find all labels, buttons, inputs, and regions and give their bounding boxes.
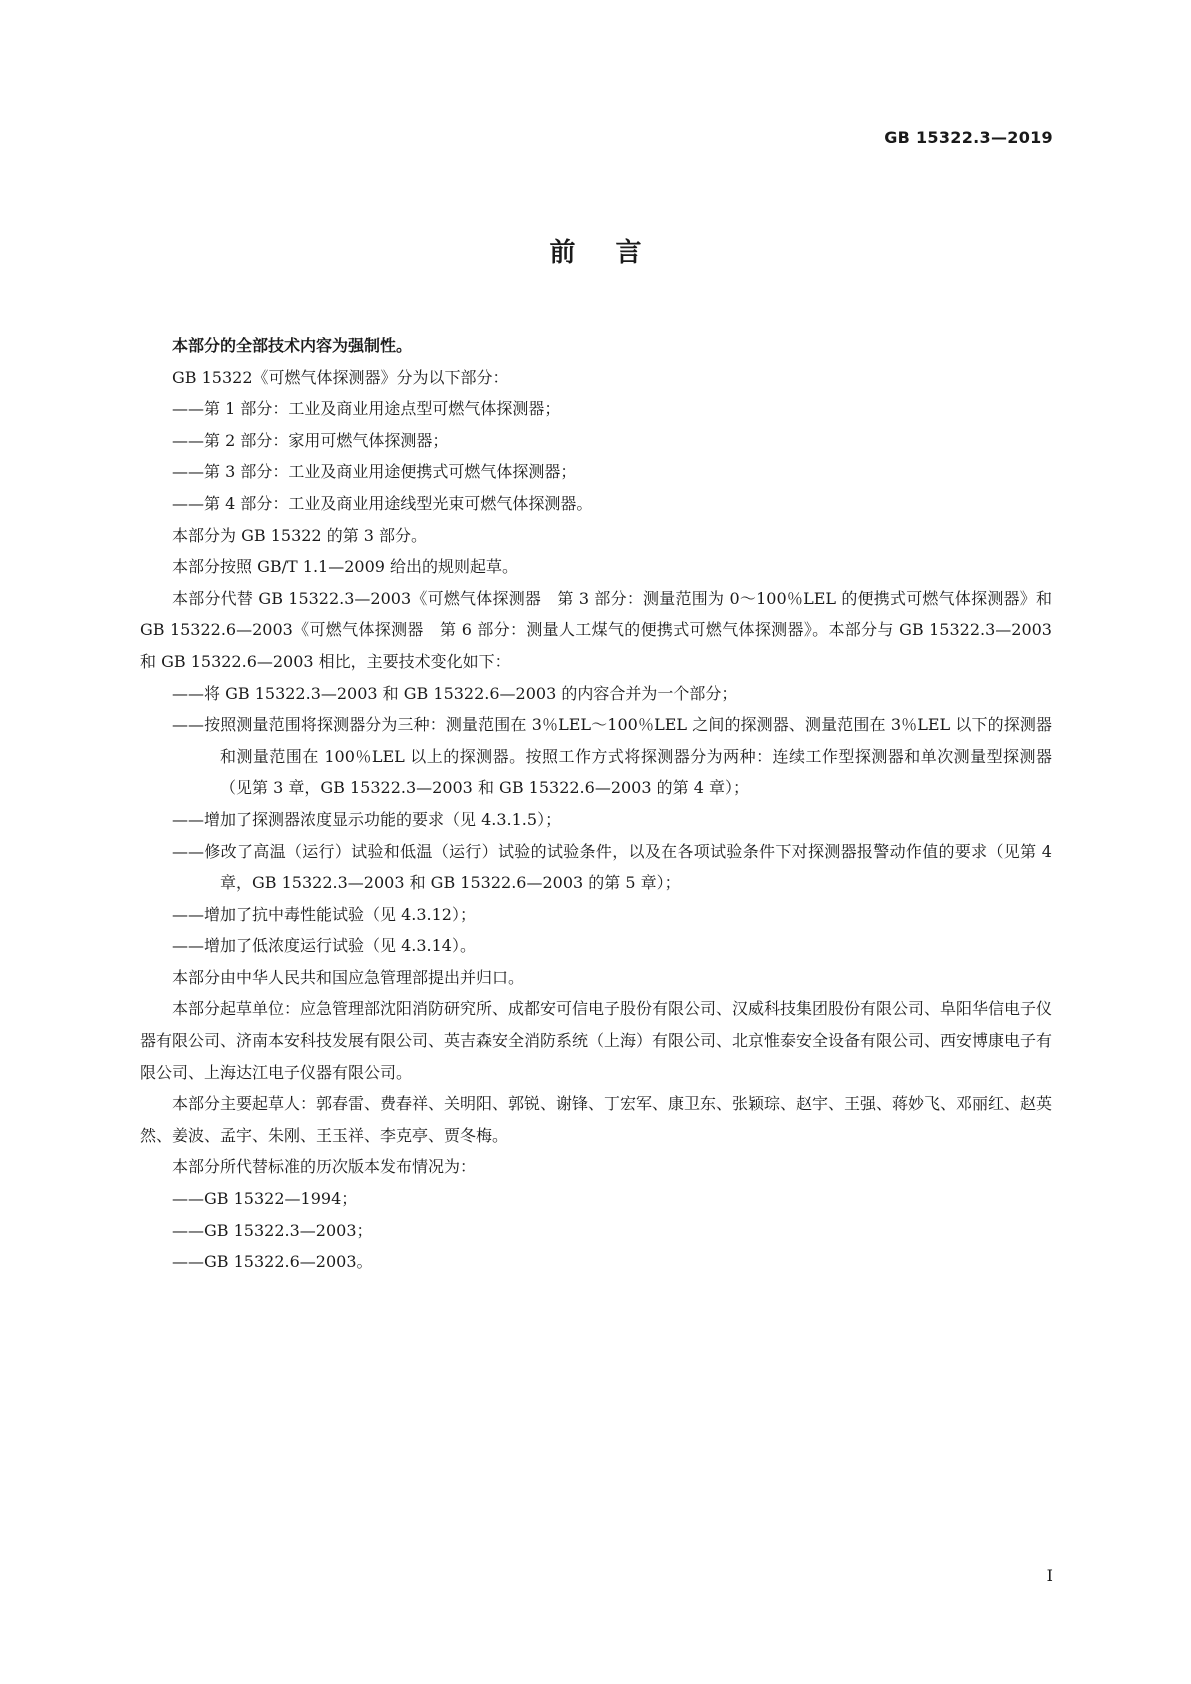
paragraph-this-part: 本部分为 GB 15322 的第 3 部分。 <box>172 525 428 545</box>
list-item-change-display: ——增加了探测器浓度显示功能的要求（见 4.3.1.5）； <box>172 809 562 829</box>
list-item-change-temperature: ——修改了高温（运行）试验和低温（运行）试验的试验条件，以及在各项试验条件下对探测器报警动作值的要求（见第 4 章，GB 15322.3—2003 和 GB 15322.6—2003 的第 5 章）； <box>172 841 1052 893</box>
list-item-history-2003-part6: ——GB 15322.6—2003。 <box>172 1252 373 1272</box>
list-item-change-merge: ——将 GB 15322.3—2003 和 GB 15322.6—2003 的内容合并为一个部分； <box>172 683 738 703</box>
paragraph-proposer: 本部分由中华人民共和国应急管理部提出并归口。 <box>172 967 525 987</box>
paragraph-parts-intro: GB 15322《可燃气体探测器》分为以下部分： <box>172 367 509 387</box>
list-item-part-4: ——第 4 部分：工业及商业用途线型光束可燃气体探测器。 <box>172 493 593 513</box>
list-item-change-poisoning: ——增加了抗中毒性能试验（见 4.3.12）； <box>172 904 476 924</box>
list-item-change-classification: ——按照测量范围将探测器分为三种：测量范围在 3％LEL～100％LEL 之间的探测器、测量范围在 3％LEL 以下的探测器和测量范围在 100％LEL 以上的探测器。按照工作方式将探测器分为两种：连续工作型探测器和单次测量型探测器（见第 3 章，GB 15322.3—2003 和 GB 15322.6—2003 的第 4 章）； <box>172 715 1052 798</box>
mandatory-statement: 本部分的全部技术内容为强制性。 <box>172 336 413 355</box>
paragraph-drafting-units: 本部分起草单位：应急管理部沈阳消防研究所、成都安可信电子股份有限公司、汉威科技集团股份有限公司、阜阳华信电子仪器有限公司、济南本安科技发展有限公司、英吉森安全消防系统（上海）有限公司、北京惟泰安全设备有限公司、西安博康电子有限公司、上海达江电子仪器有限公司。 <box>140 999 1053 1082</box>
paragraph-replaces: 本部分代替 GB 15322.3—2003《可燃气体探测器 第 3 部分：测量范围为 0～100％LEL 的便携式可燃气体探测器》和 GB 15322.6—2003《可燃气体探测器 第 6 部分：测量人工煤气的便携式可燃气体探测器》。本部分与 GB 15322.3—2003 和 GB 15322.6—2003 相比，主要技术变化如下： <box>140 588 1052 671</box>
list-item-history-2003-part3: ——GB 15322.3—2003； <box>172 1220 373 1240</box>
paragraph-drafting-rules: 本部分按照 GB/T 1.1—2009 给出的规则起草。 <box>172 557 519 577</box>
page-number: I <box>1046 1566 1053 1585</box>
paragraph-drafters: 本部分主要起草人：郭春雷、费春祥、关明阳、郭锐、谢锋、丁宏军、康卫东、张颖琮、赵宇、王强、蒋妙飞、邓丽红、赵英然、姜波、孟宇、朱刚、王玉祥、李克亭、贾冬梅。 <box>140 1094 1053 1145</box>
standard-code: GB 15322.3—2019 <box>884 128 1053 147</box>
page-title: 前言 <box>549 238 682 268</box>
foreword-body <box>140 330 1052 1278</box>
list-item-part-1: ——第 1 部分：工业及商业用途点型可燃气体探测器； <box>172 399 561 419</box>
list-item-part-3: ——第 3 部分：工业及商业用途便携式可燃气体探测器； <box>172 462 577 482</box>
list-item-change-low-concentration: ——增加了低浓度运行试验（见 4.3.14）。 <box>172 936 476 956</box>
paragraph-history-intro: 本部分所代替标准的历次版本发布情况为： <box>172 1157 477 1177</box>
list-item-history-1994: ——GB 15322—1994； <box>172 1189 358 1209</box>
list-item-part-2: ——第 2 部分：家用可燃气体探测器； <box>172 430 449 450</box>
